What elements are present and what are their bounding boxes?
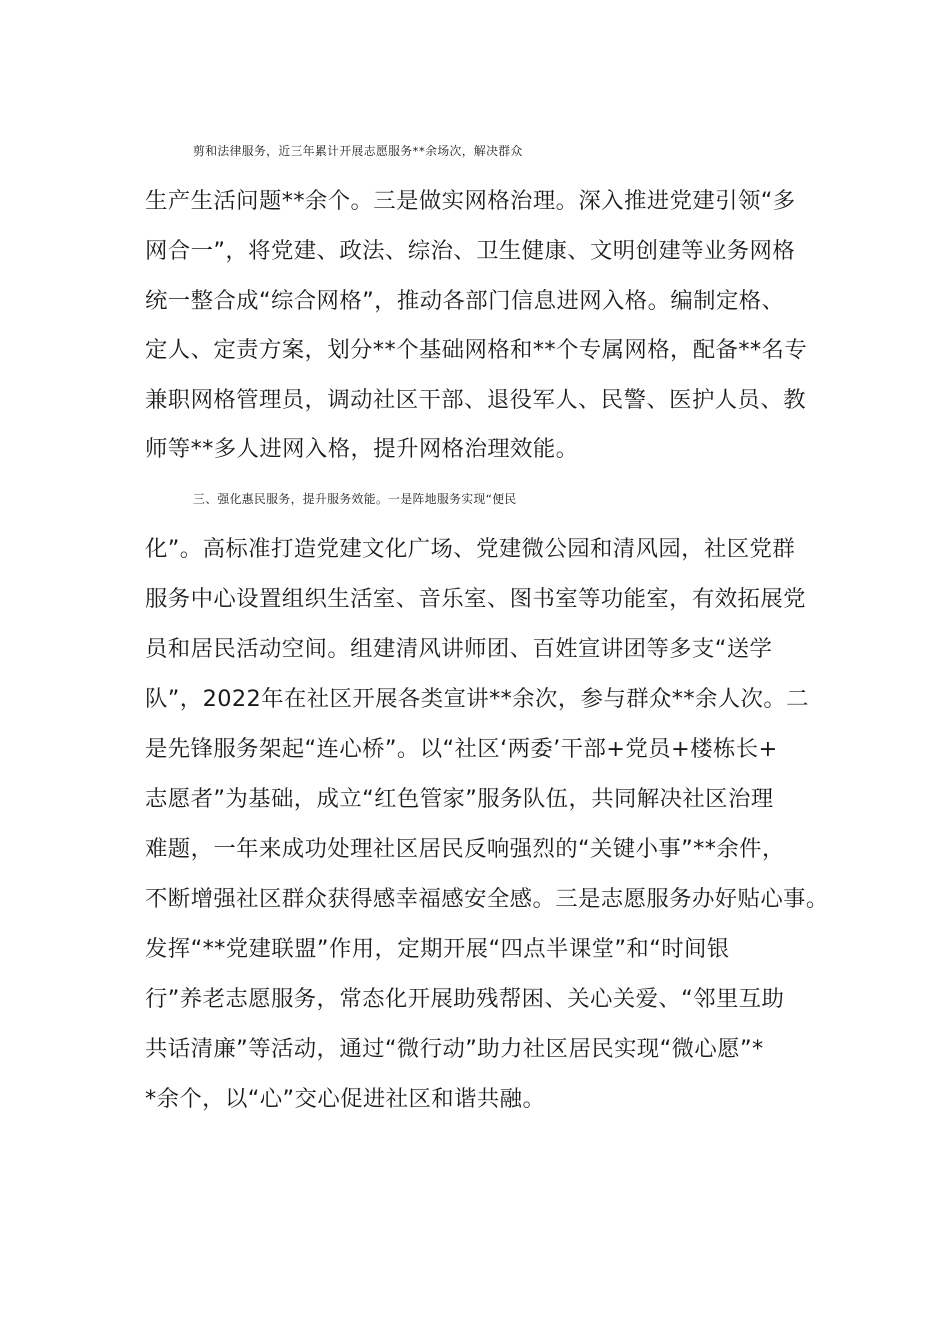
- text-line: 志愿者”为基础，成立“红色管家”服务队伍，共同解决社区治理: [145, 786, 774, 812]
- text-line: 网合一”，将党建、政法、综治、卫生健康、文明创建等业务网格: [145, 238, 796, 264]
- text-line: 兼职网格管理员，调动社区干部、退役军人、民警、医护人员、教: [145, 387, 806, 413]
- text-line: 定人、定责方案，划分**个基础网格和**个专属网格，配备**名专: [145, 337, 808, 363]
- text-line: 是先锋服务架起“连心桥”。以“社区‘两委’干部+党员+楼栋长+: [145, 736, 778, 762]
- text-line: 统一整合成“综合网格”，推动各部门信息进网入格。编制定格、: [145, 288, 785, 314]
- text-line: 生产生活问题**余个。三是做实网格治理。深入推进党建引领“多: [145, 188, 796, 214]
- text-line: 共话清廉”等活动，通过“微行动”助力社区居民实现“微心愿”*: [145, 1036, 764, 1062]
- text-line: 三、强化惠民服务，提升服务效能。一是阵地服务实现“便民: [193, 492, 517, 506]
- text-line: 剪和法律服务，近三年累计开展志愿服务**余场次，解决群众: [193, 144, 523, 158]
- text-line: 师等**多人进网入格，提升网格治理效能。: [145, 436, 579, 462]
- text-line: 服务中心设置组织生活室、音乐室、图书室等功能室，有效拓展党: [145, 586, 806, 612]
- text-line: *余个，以“心”交心促进社区和谐共融。: [145, 1086, 546, 1112]
- text-line: 发挥“**党建联盟”作用，定期开展“四点半课堂”和“时间银: [145, 936, 730, 962]
- text-line: 不断增强社区群众获得感幸福感安全感。三是志愿服务办好贴心事。: [145, 886, 829, 912]
- text-line: 化”。高标准打造党建文化广场、党建微公园和清风园，社区党群: [145, 536, 796, 562]
- text-line: 队”，2022年在社区开展各类宣讲**余次，参与群众**余人次。二: [145, 686, 809, 712]
- text-line: 难题，一年来成功处理社区居民反响强烈的“关键小事”**余件，: [145, 836, 785, 862]
- text-line: 行”养老志愿服务，常态化开展助残帮困、关心关爱、“邻里互助: [145, 986, 785, 1012]
- text-line: 员和居民活动空间。组建清风讲师团、百姓宣讲团等多支“送学: [145, 636, 773, 662]
